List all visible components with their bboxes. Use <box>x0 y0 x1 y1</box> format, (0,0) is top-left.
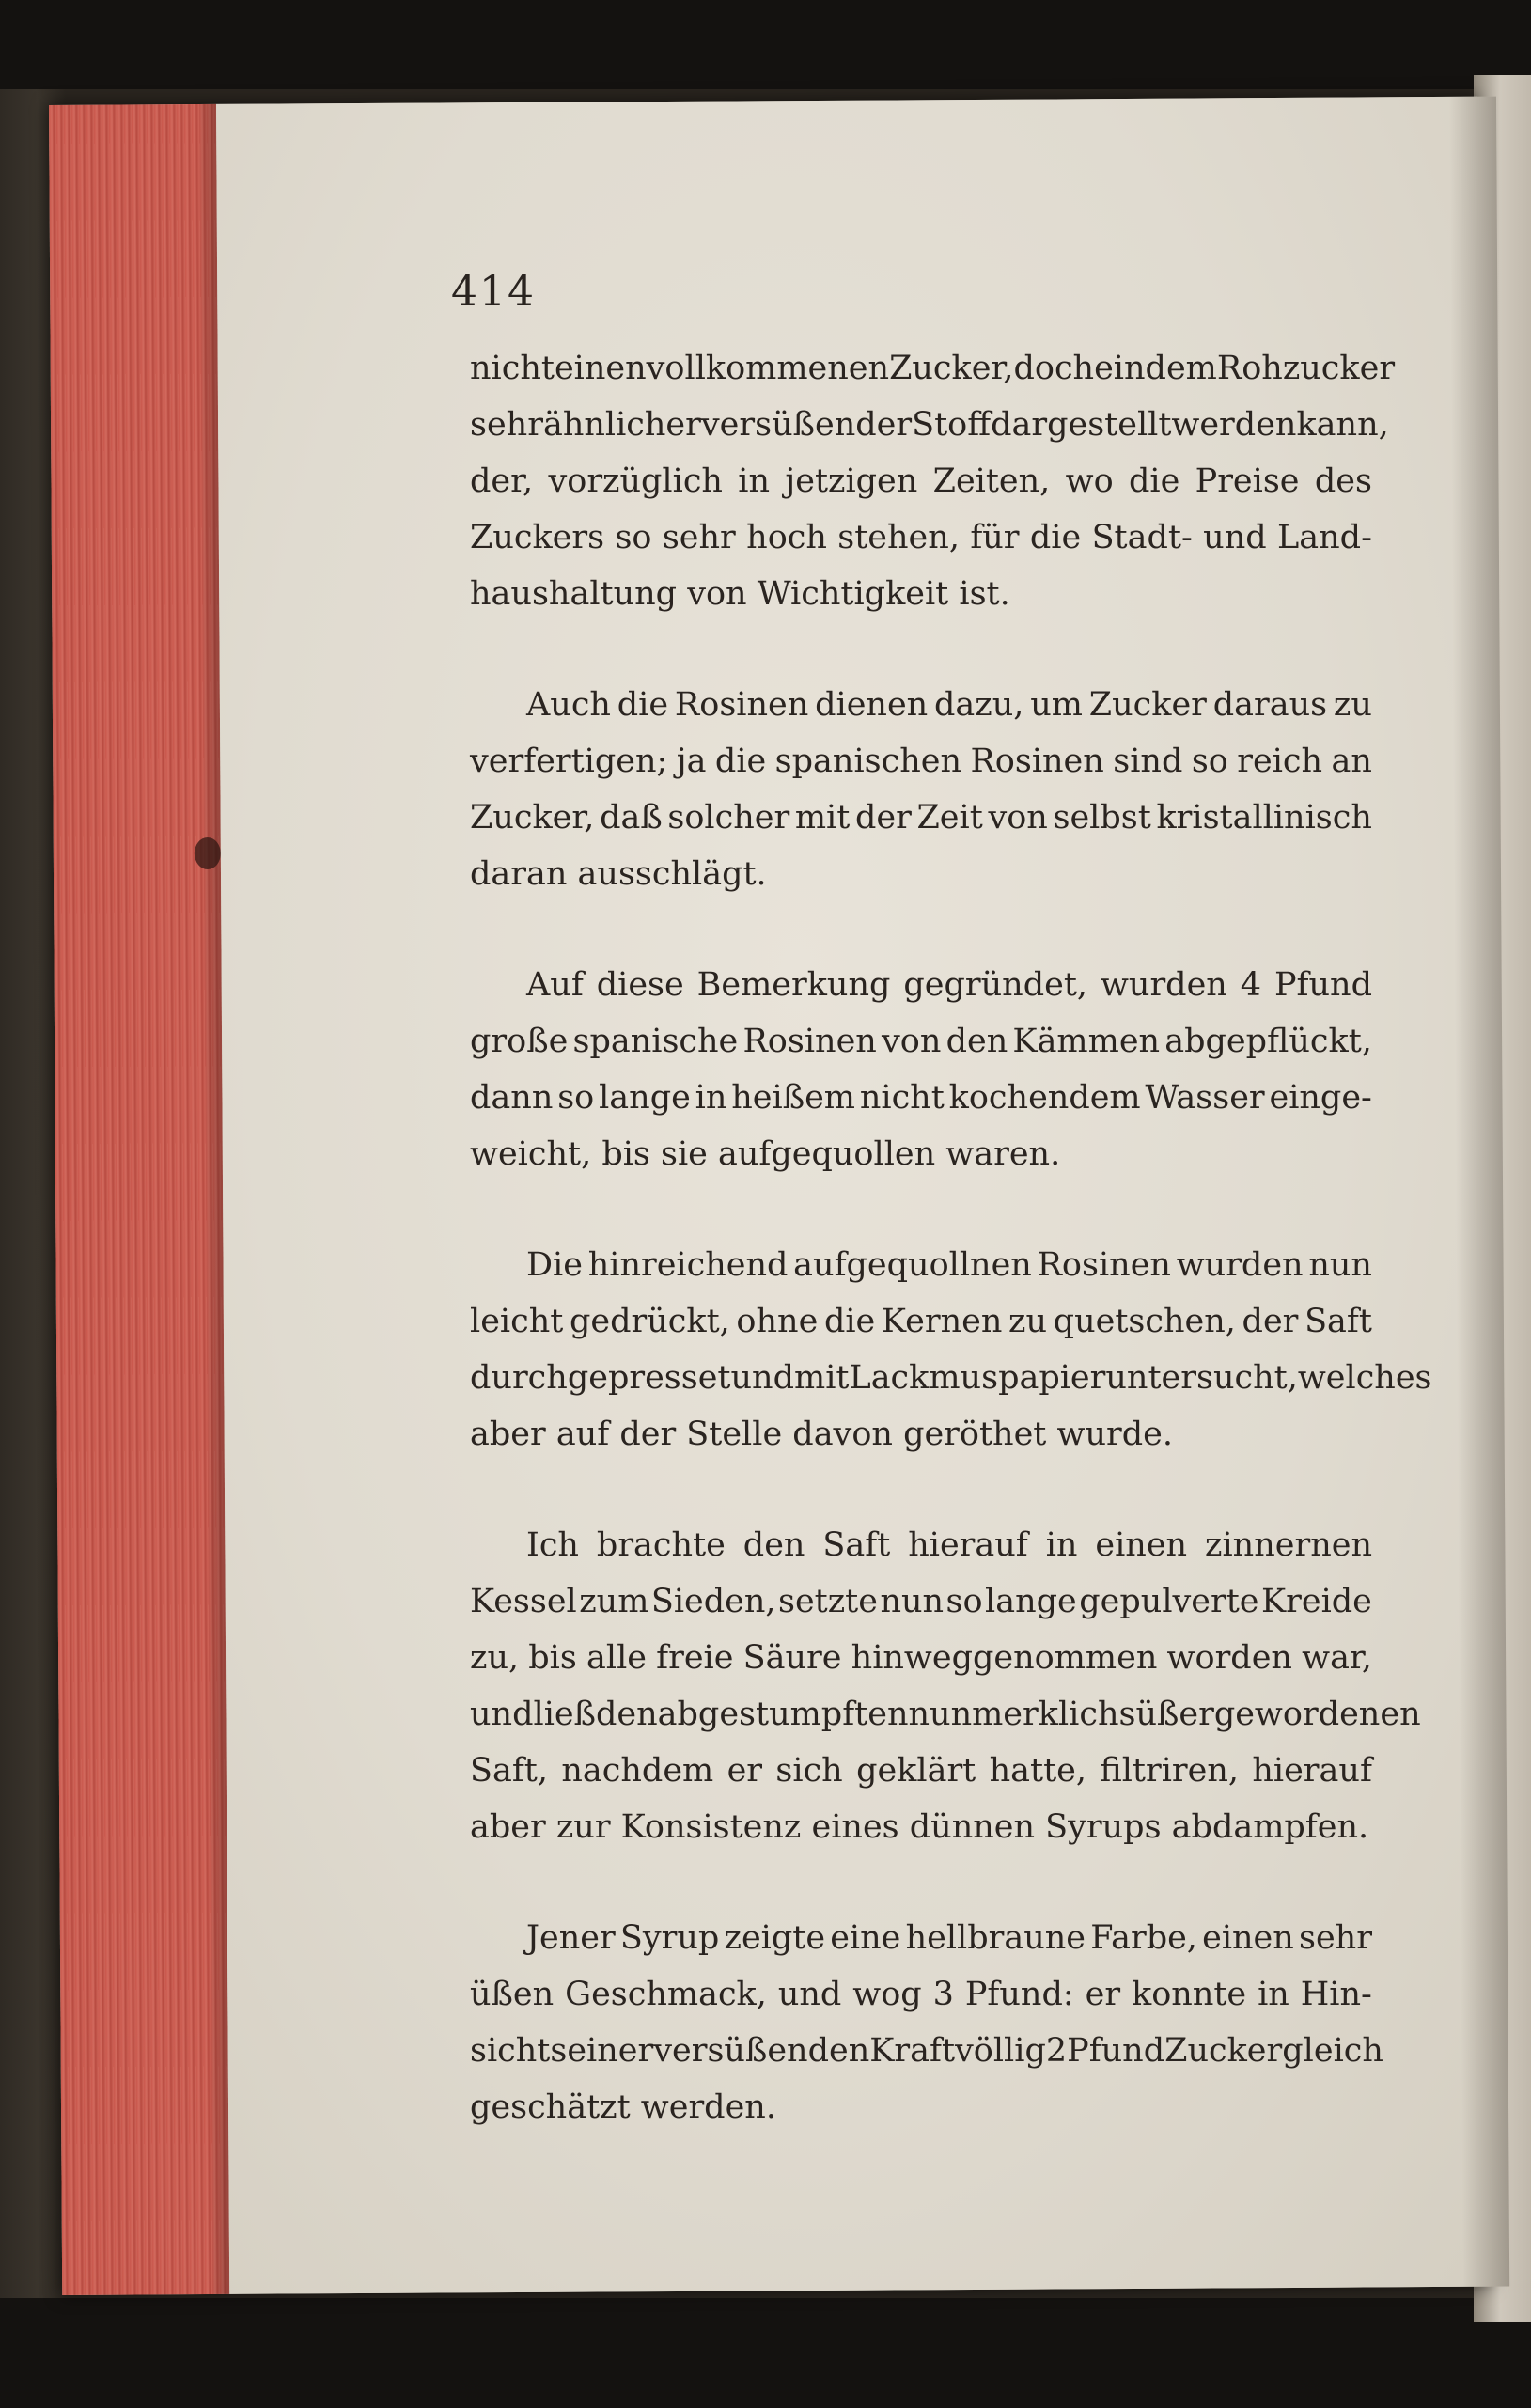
word: spanischen <box>774 743 961 780</box>
word: hellbraune <box>905 1919 1086 1957</box>
word: vollkommenen <box>646 350 890 387</box>
word: Syrup <box>619 1919 720 1957</box>
word: zinnernen <box>1205 1526 1372 1564</box>
text-line: haushaltung von Wichtigkeit ist. <box>470 575 1010 613</box>
word: geklärt <box>856 1752 976 1790</box>
word: 3 <box>932 1976 954 2013</box>
word: ja <box>676 743 707 780</box>
word: werden <box>1171 406 1297 444</box>
word: diese <box>596 966 684 1004</box>
word: für <box>970 519 1020 556</box>
word: quetschen, <box>1053 1303 1236 1340</box>
word: doch <box>1013 350 1095 387</box>
word: hierauf <box>908 1526 1028 1564</box>
word: Farbe, <box>1090 1919 1197 1957</box>
word: ein <box>1094 350 1146 387</box>
word: gedrückt, <box>569 1303 730 1340</box>
word: Rosinen <box>970 743 1104 780</box>
text-line <box>470 1293 1372 1350</box>
page-number: 414 <box>451 268 536 316</box>
word: in <box>1258 1976 1289 2013</box>
word: er <box>1085 1976 1121 2013</box>
word: dienen <box>815 686 929 724</box>
word: konnte <box>1132 1976 1247 2013</box>
word: so <box>615 519 652 556</box>
word: süßer <box>1118 1696 1214 1733</box>
text-line <box>470 1517 1372 1573</box>
word: dem <box>1145 350 1217 387</box>
word: dann <box>470 1079 554 1117</box>
word: in <box>695 1079 727 1117</box>
word: merklich <box>972 1696 1119 1733</box>
word: durchgepresset <box>470 1359 731 1397</box>
word: 4 <box>1240 966 1262 1004</box>
word: Kreide <box>1260 1583 1372 1620</box>
word: zeigte <box>724 1919 826 1957</box>
text-line <box>470 1910 1372 1966</box>
word: nun <box>880 1583 945 1620</box>
word: große <box>470 1023 569 1060</box>
word: sind <box>1113 743 1183 780</box>
paragraph <box>470 677 1372 902</box>
word: nun <box>908 1696 973 1733</box>
word: dazu, <box>934 686 1024 724</box>
word: Rohzucker <box>1216 350 1396 387</box>
word: den <box>945 1023 1008 1060</box>
word: und <box>470 1696 534 1733</box>
word: versüßender <box>700 406 913 444</box>
word: mit <box>794 799 851 837</box>
word: einen <box>1202 1919 1294 1957</box>
word: gleich <box>1282 2032 1383 2070</box>
word: nicht <box>470 350 555 387</box>
word: brachte <box>596 1526 726 1564</box>
word: Rosinen <box>1037 1246 1171 1284</box>
word: zum <box>579 1583 649 1620</box>
word: eine <box>830 1919 901 1957</box>
paragraph <box>470 1237 1432 1462</box>
word: gewordenen <box>1213 1696 1421 1733</box>
word: sehr <box>1298 1919 1372 1957</box>
word: Kernen <box>881 1303 1003 1340</box>
text-line <box>470 1350 1432 1406</box>
word: einen <box>554 350 647 387</box>
word: nachdem <box>561 1752 714 1790</box>
word: alle <box>586 1639 647 1677</box>
word: Zucker, <box>889 350 1014 387</box>
word: Rosinen <box>674 686 809 724</box>
word: war, <box>1302 1639 1372 1677</box>
word: an <box>1331 743 1372 780</box>
word: Pfund: <box>964 1976 1074 2013</box>
word: lange <box>599 1079 691 1117</box>
text-line <box>470 397 1389 453</box>
word: die <box>823 1303 876 1340</box>
text-line: weicht, bis sie aufgequollen waren. <box>470 1135 1061 1173</box>
word: Lackmuspapier <box>849 1359 1106 1397</box>
word: üßen <box>470 1976 555 2013</box>
word: sicht <box>470 2032 551 2070</box>
word: die <box>1129 462 1180 500</box>
word: kristallinisch <box>1156 799 1372 837</box>
word: kochendem <box>948 1079 1141 1117</box>
word: völlig <box>955 2032 1046 2070</box>
word: versüßenden <box>653 2032 870 2070</box>
text-line: aber auf der Stelle davon geröthet wurde. <box>470 1415 1173 1453</box>
word: Kraft <box>869 2032 956 2070</box>
word: die <box>714 743 767 780</box>
text-line <box>470 1070 1372 1126</box>
word: selbst <box>1053 799 1151 837</box>
paragraph <box>470 340 1396 622</box>
word: Auch <box>526 686 611 724</box>
text-line: aber zur Konsistenz eines dünnen Syrups abdampfen. <box>470 1808 1369 1846</box>
text-line <box>470 1686 1421 1743</box>
word: mit <box>794 1359 850 1397</box>
text-line <box>470 1743 1372 1799</box>
word: filtriren, <box>1100 1752 1239 1790</box>
word: der <box>1242 1303 1299 1340</box>
word: um <box>1030 686 1083 724</box>
word: seiner <box>550 2032 654 2070</box>
word: zu <box>1008 1303 1048 1340</box>
word: wog <box>852 1976 922 2013</box>
word: zu <box>1333 686 1372 724</box>
word: Saft, <box>470 1752 548 1790</box>
word: ohne <box>736 1303 819 1340</box>
word: in <box>1045 1526 1078 1564</box>
word: Zeiten, <box>932 462 1051 500</box>
word: Geschmack, <box>565 1976 767 2013</box>
word: lange <box>985 1583 1077 1620</box>
word: so <box>945 1583 983 1620</box>
word: wo <box>1065 462 1114 500</box>
word: vorzüglich <box>548 462 723 500</box>
word: spanische <box>572 1023 739 1060</box>
word: wurden <box>1176 1246 1304 1284</box>
word: welches <box>1297 1359 1432 1397</box>
word: hoch <box>746 519 827 556</box>
word: und <box>1203 519 1267 556</box>
word: des <box>1314 462 1372 500</box>
word: Stoff <box>912 406 992 444</box>
word: Land- <box>1277 519 1372 556</box>
page-body-text <box>470 340 1432 2190</box>
word: sehr <box>662 519 736 556</box>
text-line: daran ausschlägt. <box>470 855 767 893</box>
text-line <box>470 2023 1383 2079</box>
word: der, <box>470 462 534 500</box>
ink-stain <box>195 837 221 869</box>
word: den <box>742 1526 805 1564</box>
word: stehen, <box>837 519 960 556</box>
word: Saft <box>822 1526 891 1564</box>
word: jetzigen <box>785 462 918 500</box>
word: hatte, <box>989 1752 1086 1790</box>
word: Pfund <box>1274 966 1372 1004</box>
word: der <box>854 799 912 837</box>
word: er <box>726 1752 763 1790</box>
word: hinweggenommen <box>851 1639 1158 1677</box>
word: so <box>557 1079 595 1117</box>
text-line <box>470 509 1372 566</box>
paragraph <box>470 1910 1383 2135</box>
word: Jener <box>526 1919 616 1957</box>
word: gepulverte <box>1079 1583 1259 1620</box>
word: den <box>595 1696 658 1733</box>
word: freie <box>656 1639 734 1677</box>
word: nicht <box>859 1079 945 1117</box>
word: verfertigen; <box>470 743 668 780</box>
word: Hin- <box>1300 1976 1372 2013</box>
word: bis <box>528 1639 577 1677</box>
text-line <box>470 677 1372 733</box>
word: 2 <box>1045 2032 1068 2070</box>
word: Bemerkung <box>696 966 891 1004</box>
word: daß <box>600 799 663 837</box>
word: sehr <box>470 406 543 444</box>
word: Zucker, <box>470 799 595 837</box>
text-line <box>470 957 1372 1013</box>
word: hierauf <box>1252 1752 1372 1790</box>
word: abgestumpften <box>657 1696 909 1733</box>
word: ähnlicher <box>542 406 701 444</box>
word: Ich <box>526 1526 579 1564</box>
text-line <box>470 1013 1372 1070</box>
text-line: geschätzt werden. <box>470 2088 776 2126</box>
word: ließ <box>533 1696 596 1733</box>
word: zu, <box>470 1639 520 1677</box>
word: Zuckers <box>470 519 605 556</box>
word: Säure <box>742 1639 842 1677</box>
text-line <box>470 733 1372 790</box>
word: Zucker <box>1088 686 1207 724</box>
word: nun <box>1308 1246 1372 1284</box>
text-line <box>470 1630 1372 1686</box>
word: abgepflückt, <box>1164 1023 1372 1060</box>
text-line <box>470 790 1372 846</box>
word: Rosinen <box>742 1023 877 1060</box>
text-line <box>470 453 1372 509</box>
word: kann, <box>1296 406 1389 444</box>
word: in <box>738 462 771 500</box>
word: einge- <box>1269 1079 1372 1117</box>
word: Pfund <box>1067 2032 1165 2070</box>
word: dargestellt <box>991 406 1172 444</box>
word: von <box>882 1023 942 1060</box>
word: Saft <box>1304 1303 1372 1340</box>
word: Auf <box>526 966 584 1004</box>
word: die <box>1029 519 1082 556</box>
word: so <box>1191 743 1228 780</box>
word: setzte <box>778 1583 878 1620</box>
word: solcher <box>667 799 790 837</box>
word: aufgequollnen <box>793 1246 1032 1284</box>
word: Zucker <box>1164 2032 1283 2070</box>
word: Kessel <box>470 1583 577 1620</box>
word: von <box>988 799 1048 837</box>
text-line <box>470 1573 1372 1630</box>
text-line <box>470 1966 1372 2023</box>
word: gegründet, <box>903 966 1088 1004</box>
word: worden <box>1166 1639 1292 1677</box>
word: und <box>777 1976 842 2013</box>
word: leicht <box>470 1303 564 1340</box>
word: reich <box>1237 743 1323 780</box>
word: sich <box>775 1752 843 1790</box>
word: einen <box>1095 1526 1188 1564</box>
word: Sieden, <box>650 1583 776 1620</box>
word: und <box>730 1359 794 1397</box>
word: wurden <box>1100 966 1227 1004</box>
text-line <box>470 340 1396 397</box>
paragraph <box>470 1517 1421 1855</box>
word: Stadt- <box>1091 519 1193 556</box>
word: hinreichend <box>587 1246 789 1284</box>
word: untersucht, <box>1105 1359 1298 1397</box>
word: Wasser <box>1145 1079 1265 1117</box>
word: daraus <box>1212 686 1328 724</box>
word: die <box>617 686 669 724</box>
word: Die <box>526 1246 583 1284</box>
word: Kämmen <box>1012 1023 1161 1060</box>
word: Preise <box>1195 462 1300 500</box>
word: Zeit <box>916 799 983 837</box>
paragraph <box>470 957 1372 1182</box>
word: heißem <box>731 1079 855 1117</box>
red-page-edges <box>49 104 229 2295</box>
text-line <box>470 1237 1372 1293</box>
